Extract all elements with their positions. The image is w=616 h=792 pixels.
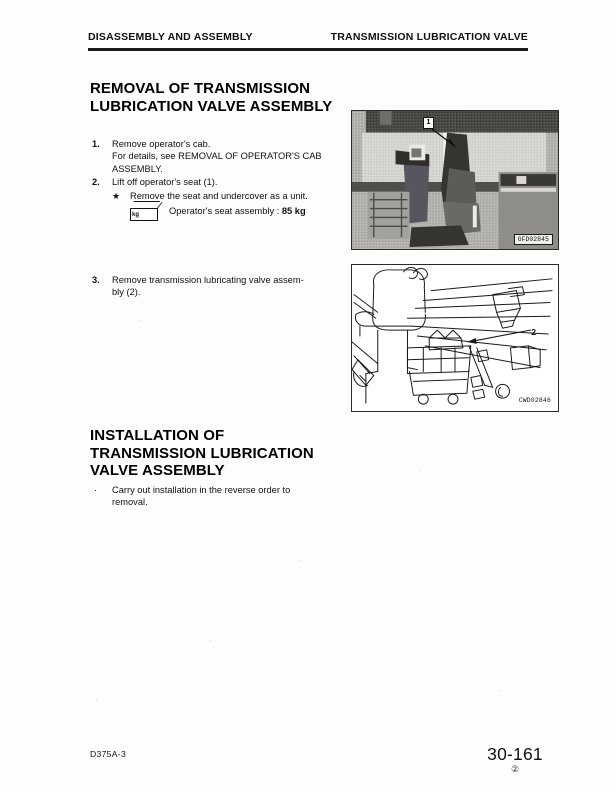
substep-text: Remove the seat and undercover as a unit.	[130, 190, 308, 201]
step-line: Carry out installation in the reverse order to	[112, 485, 291, 495]
step-item	[90, 176, 345, 202]
removal-step3-block	[90, 274, 345, 300]
step-line: ASSEMBLY.	[112, 163, 163, 174]
installation-steps-list	[90, 484, 345, 510]
weight-note-text	[169, 206, 306, 216]
installation-section-heading: INSTALLATION OF TRANSMISSION LUBRICATION VALVE ASSEMBLY	[90, 427, 314, 479]
removal-section-heading: REMOVAL OF TRANSMISSION LUBRICATION VALVE ASSEMBLY	[90, 80, 333, 115]
removal-steps-list	[90, 138, 345, 203]
figure-drawing-valve-assembly	[351, 264, 559, 412]
step-text	[112, 484, 345, 509]
step-text	[112, 176, 345, 188]
step-line: Lift off operator's seat (1).	[112, 177, 218, 188]
kg-icon-label: kg	[132, 211, 140, 218]
step-line: For details, see REMOVAL OF OPERATOR'S CAB	[112, 151, 322, 162]
figure-drawing-code: CWD02846	[518, 397, 551, 404]
step-number: 1.	[92, 139, 100, 149]
weight-note-value: 85 kg	[281, 206, 306, 216]
lifting-weight-icon	[130, 201, 160, 221]
page-header	[88, 31, 528, 53]
lifting-weight-note	[130, 201, 306, 221]
step-number: 3.	[92, 275, 100, 285]
drawing-graphic	[352, 265, 558, 411]
header-rule	[88, 48, 528, 51]
header-component-title: TRANSMISSION LUBRICATION VALVE	[330, 31, 528, 43]
footer-page-block	[470, 744, 560, 775]
footer-page-number: 30-161	[487, 744, 543, 764]
footer-revision-mark: ②	[510, 764, 520, 774]
step-number: 2.	[92, 177, 100, 188]
footer-model-number: D375A-3	[90, 749, 127, 759]
step-line: bly (2).	[112, 287, 141, 298]
step-line: Remove operator's cab.	[112, 139, 211, 149]
figure-callout-1: 1	[423, 117, 434, 129]
step-text	[112, 274, 345, 299]
step-line: Remove transmission lubricating valve assem-	[112, 275, 304, 285]
header-section-title: DISASSEMBLY AND ASSEMBLY	[88, 31, 253, 43]
step-item	[90, 484, 345, 509]
step-text	[112, 138, 345, 175]
figure-callout-2: 2	[531, 327, 536, 337]
step-item	[90, 274, 345, 299]
bullet-icon: ·	[94, 485, 98, 495]
step-item	[90, 138, 345, 175]
figure-photo-code: GFD02845	[514, 234, 553, 245]
photo-graphic	[352, 111, 558, 249]
weight-note-label: Operator's seat assembly :	[169, 206, 282, 216]
star-icon: ★	[112, 190, 121, 201]
step-line: removal.	[112, 497, 148, 508]
figure-photo-operator-seat	[351, 110, 559, 250]
